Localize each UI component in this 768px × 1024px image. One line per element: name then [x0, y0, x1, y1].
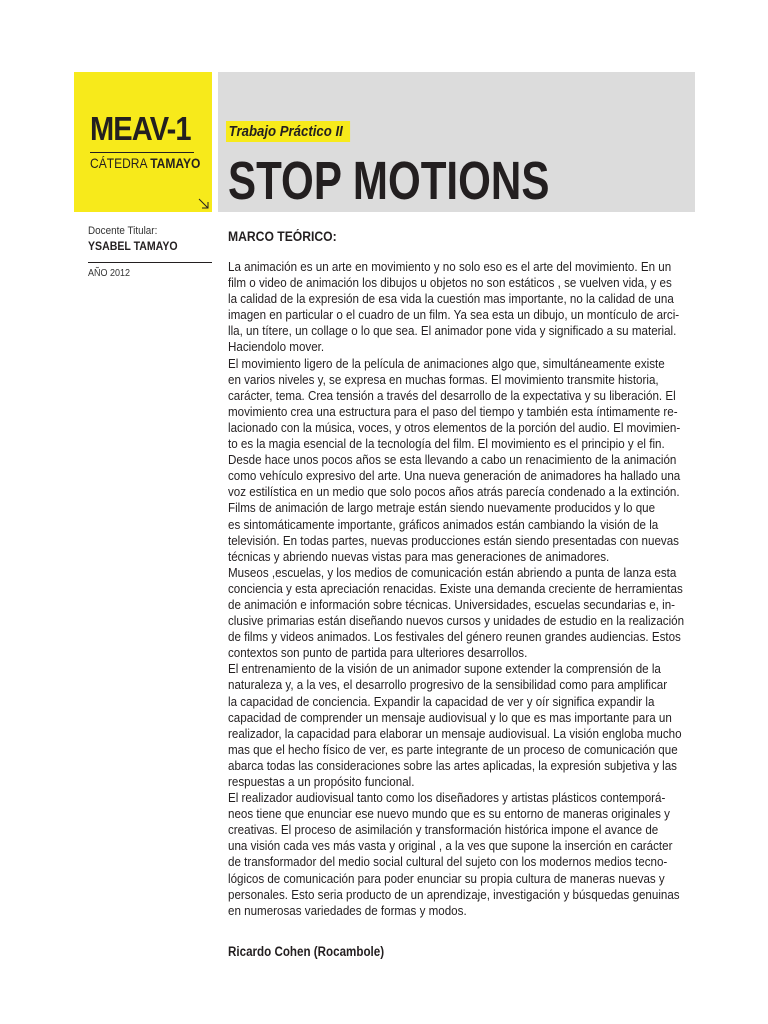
body-line: realizador, la capacidad para elaborar un mensaje audiovisual. La visión engloba mucho — [228, 725, 682, 741]
body-line: La animación es un arte en movimiento y no solo eso es el arte del movimiento. En un — [228, 259, 672, 274]
arrow-down-right-icon — [198, 198, 209, 209]
body-line: como vehículo expresivo del arte. Una nueva generación de animadores ha hallado una — [228, 468, 681, 484]
assignment-label: Trabajo Práctico II — [226, 121, 350, 142]
body-line: respuestas a un propósito funcional. — [228, 774, 415, 789]
course-badge — [74, 72, 212, 212]
body-line: El movimiento ligero de la película de animaciones algo que, simultáneamente existe — [228, 355, 665, 371]
body-line: de transformador del medio social cultural del sujeto con los modernos medios tecno- — [228, 854, 668, 870]
body-line: personales. Esto seria producto de un aprendizaje, investigación y búsquedas genuinas — [228, 886, 680, 902]
body-line: El realizador audiovisual tanto como los diseñadores y artistas plásticos contemporá- — [228, 790, 666, 806]
body-line: carácter, tema. Crea tensión a través del desarrollo de la expectativa y su liberación. El — [228, 387, 676, 403]
title-banner — [218, 72, 695, 212]
body-line: es sintomáticamente importante, gráficos animados están cambiando la visión de la — [228, 516, 659, 532]
body-line: lla, un títere, un collage o lo que sea. El animador pone vida y significado a su material. — [228, 323, 677, 339]
body-line: de animación e información sobre técnicas. Universidades, escuelas secundarias e, in- — [228, 596, 676, 612]
author-credit: Ricardo Cohen (Rocambole) — [228, 944, 385, 959]
body-line: clusive primarias están diseñando nuevos cursos y unidades de estudio en la realización — [228, 613, 685, 629]
body-line: una visión cada ves más vasta y original , a la ves que supone la inserción en carácter — [228, 838, 673, 854]
body-line: movimiento crea una estructura para el paso del tiempo y también esta íntimamente re- — [228, 403, 678, 419]
teacher-label: Docente Titular: — [88, 225, 158, 237]
body-line: contextos son punto de partida para ulteriores desarrollos. — [228, 645, 528, 661]
body-line: capacidad de comprender un mensaje audiovisual y lo que es mas importante para un — [228, 709, 672, 725]
body-line: abarca todas las consideraciones sobre las artes aplicadas, la expresión subjetiva y las — [228, 757, 677, 773]
chair-prefix: CÁTEDRA — [90, 155, 147, 171]
body-line: El entrenamiento de la visión de un animador supone extender la comprensión de la — [228, 661, 661, 677]
badge-divider — [90, 152, 194, 153]
body-line: voz estilística en un medio que solo pocos años atrás parecía condenado a la extinción. — [228, 484, 680, 500]
body-line: to es la magia esencial de la tecnología del film. El movimiento es el principio y el fin. — [228, 436, 665, 452]
body-line: lógicos de comunicación para poder enunciar su propia cultura de maneras nuevas y — [228, 870, 665, 886]
sidebar-divider — [88, 262, 212, 263]
body-text — [228, 259, 690, 919]
teacher-name: YSABEL TAMAYO — [88, 239, 178, 253]
body-line: neos tiene que enunciar ese nuevo mundo que es su entorno de maneras originales y — [228, 806, 670, 822]
body-line: Desde hace unos pocos años se esta llevando a cabo un renacimiento de la animación — [228, 452, 677, 468]
body-line: la capacidad de conciencia. Expandir la capacidad de ver y oír significa expandir la — [228, 693, 655, 709]
body-line: la calidad de la expresión de esa vida la cuestión mas importante, no la calidad de una — [228, 291, 674, 307]
body-line: de films y videos animados. Los festivales del género reunen grandes audiencias. Estos — [228, 629, 681, 645]
body-line: lacionado con la música, voces, y otros elementos de la porción del audio. El movimien- — [228, 419, 681, 435]
chair-line — [90, 155, 200, 171]
body-line: televisión. En todas partes, nuevas producciones están siendo presentadas con nuevas — [228, 532, 679, 548]
body-line: técnicas y abriendo nuevas vistas para mas generaciones de animadores. — [228, 548, 610, 564]
body-line: film o video de animación los dibujos u objetos no son estáticos , se vuelven vida, y es — [228, 275, 672, 291]
body-line: creativas. El proceso de asimilación y transformación histórica impone el avance de — [228, 822, 659, 838]
year-label: AÑO 2012 — [88, 268, 131, 279]
body-line: naturaleza y, a la ves, el desarrollo progresivo de la sensibilidad como para amplificar — [228, 677, 668, 693]
body-line: conciencia y esta apreciación renacidas. Existe una demanda creciente de herramientas — [228, 580, 683, 596]
body-line: Films de animación de largo metraje están siendo nuevamente producidos y lo que — [228, 500, 656, 516]
section-heading: MARCO TEÓRICO: — [228, 229, 337, 244]
body-line: Haciendolo mover. — [228, 339, 325, 355]
body-line: en numerosas variedades de formas y modos. — [228, 902, 467, 918]
body-line: en varios niveles y, se expresa en muchas formas. El movimiento transmite historia, — [228, 371, 659, 387]
page-title: STOP MOTIONS — [228, 151, 550, 211]
chair-name: TAMAYO — [150, 155, 201, 171]
body-line: imagen en particular o el cuadro de un film. Ya sea esta un dibujo, un montículo de arci- — [228, 307, 680, 323]
body-line: mas que el hecho físico de ver, es parte integrante de un proceso de comunicación que — [228, 741, 678, 757]
course-code: MEAV-1 — [90, 110, 191, 147]
body-line: Museos ,escuelas, y los medios de comunicación están abriendo a punta de lanza esta — [228, 564, 677, 580]
